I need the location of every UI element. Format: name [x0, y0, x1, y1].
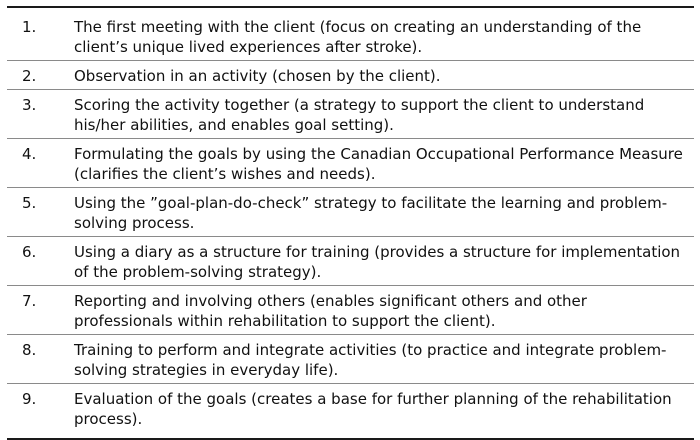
step-text: Scoring the activity together (a strategy to support the client to understand his/her abilities, and enables goal setting). [74, 96, 645, 134]
step-text: Formulating the goals by using the Canadian Occupational Performance Measure (clarifies the client’s wishes and needs). [74, 145, 683, 183]
step-text: Reporting and involving others (enables significant others and other professionals within rehabilitation to support the client). [74, 292, 587, 330]
step-number: 5. [22, 194, 37, 212]
table-row [7, 143, 694, 188]
step-number: 7. [22, 292, 37, 310]
table-row [7, 16, 694, 61]
step-number: 8. [22, 341, 37, 359]
table-row [7, 192, 694, 237]
table-row [7, 339, 694, 384]
step-text: Evaluation of the goals (creates a base for further planning of the rehabilitation process). [74, 390, 672, 428]
step-text: The first meeting with the client (focus on creating an understanding of the client’s unique lived experiences after stroke). [74, 18, 642, 56]
step-number: 4. [22, 145, 37, 163]
step-number: 3. [22, 96, 37, 114]
step-number: 6. [22, 243, 37, 261]
step-text: Using a diary as a structure for training (provides a structure for implementation of the problem-solving strategy). [74, 243, 681, 281]
step-number: 9. [22, 390, 37, 408]
step-number: 2. [22, 67, 37, 85]
step-number: 1. [22, 18, 37, 36]
table-row [7, 94, 694, 139]
step-text: Training to perform and integrate activities (to practice and integrate problem-solving strategies in everyday life). [74, 341, 667, 379]
table-row [7, 241, 694, 286]
table-row [7, 65, 694, 90]
step-text: Observation in an activity (chosen by the client). [74, 67, 441, 85]
table-row [7, 290, 694, 335]
steps-table [7, 6, 694, 440]
step-text: Using the ”goal-plan-do-check” strategy to facilitate the learning and problem-solving process. [74, 194, 668, 232]
table-row [7, 388, 694, 432]
